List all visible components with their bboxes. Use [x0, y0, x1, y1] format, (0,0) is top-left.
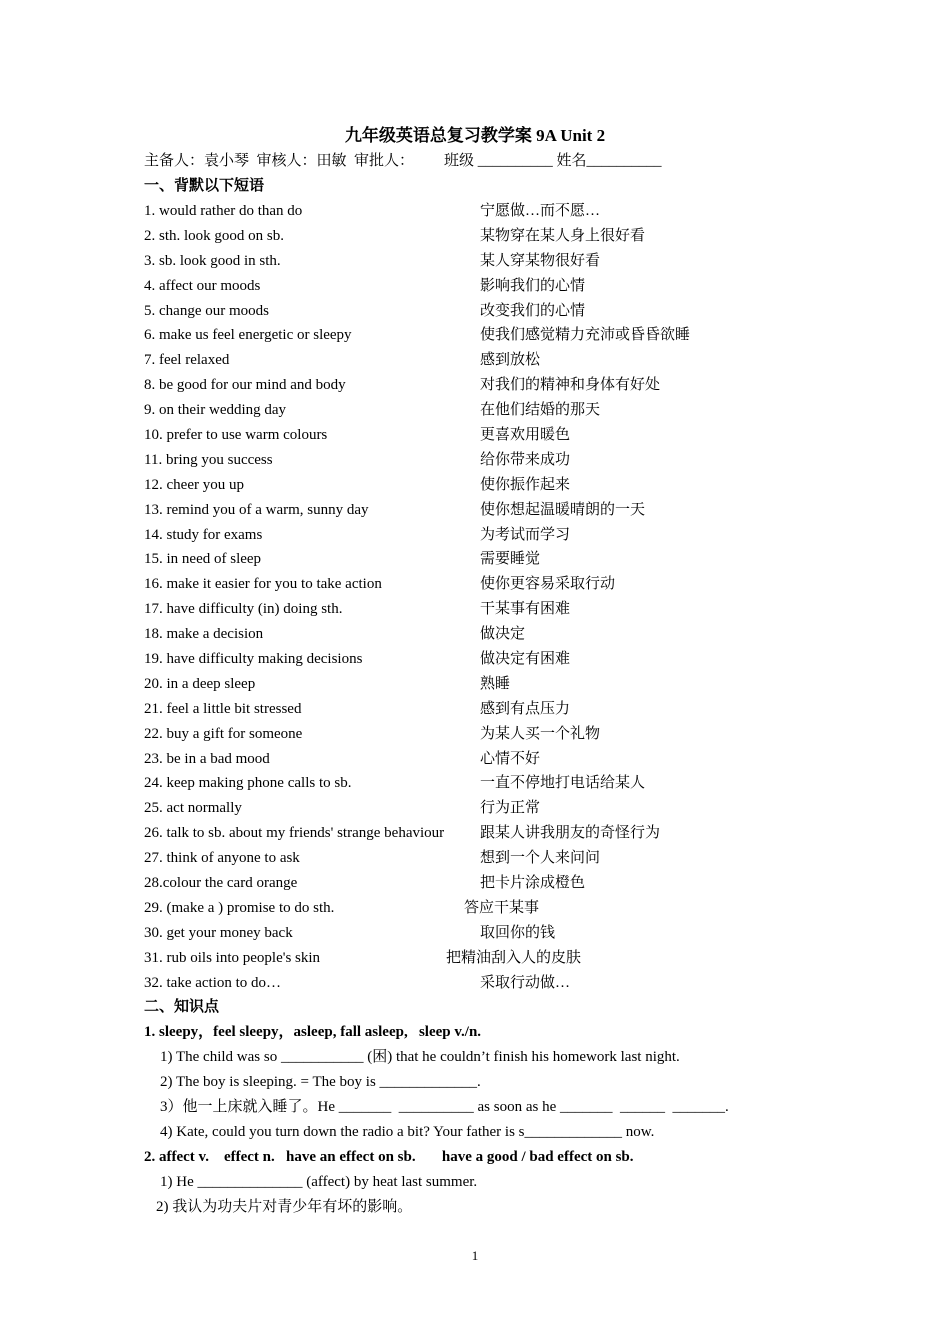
- knowledge-point-1-title: 1. sleepy，feel sleepy，asleep, fall asleep, sleep v./n.: [144, 1024, 482, 1040]
- page-number: 1: [471, 1248, 479, 1263]
- phrase-chinese: 使我们感觉精力充沛或昏昏欲睡: [480, 327, 691, 344]
- phrase-english: 6. make us feel energetic or sleepy: [144, 327, 352, 344]
- phrase-english: 29. (make a ) promise to do sth.: [144, 899, 335, 916]
- kp2-item: 1) He ______________ (affect) by heat last summer.: [160, 1174, 478, 1190]
- kp2-item: 2) 我认为功夫片对青少年有坏的影响。: [156, 1199, 413, 1215]
- phrase-chinese: 使你振作起来: [480, 476, 571, 493]
- phrase-english: 11. bring you success: [144, 451, 273, 468]
- phrase-english: 8. be good for our mind and body: [144, 377, 346, 394]
- phrase-english: 22. buy a gift for someone: [144, 725, 303, 742]
- phrase-chinese: 需要睡觉: [480, 551, 541, 568]
- phrase-row: [144, 548, 844, 573]
- phrase-english: 30. get your money back: [144, 924, 293, 941]
- phrase-chinese: 更喜欢用暖色: [480, 427, 571, 444]
- phrase-row: [144, 399, 844, 424]
- phrase-english: 19. have difficulty making decisions: [144, 651, 363, 668]
- phrase-chinese: 改变我们的心情: [480, 302, 586, 319]
- phrase-row: [144, 648, 844, 673]
- section-2-heading: 二、知识点: [144, 999, 220, 1015]
- phrase-row: [144, 374, 844, 399]
- phrase-english: 24. keep making phone calls to sb.: [144, 775, 352, 792]
- phrase-row: [144, 499, 844, 524]
- phrase-chinese: 某人穿某物很好看: [480, 252, 601, 269]
- phrase-english: 1. would rather do than do: [144, 203, 303, 219]
- phrase-row: [144, 872, 844, 897]
- phrase-chinese: 答应干某事: [464, 899, 540, 916]
- phrase-english: 2. sth. look good on sb.: [144, 227, 285, 244]
- phrase-chinese: 感到放松: [480, 352, 541, 369]
- phrase-chinese: 熟睡: [480, 675, 511, 692]
- phrase-english: 32. take action to do…: [144, 974, 282, 991]
- phrase-chinese: 给你带来成功: [480, 451, 571, 468]
- phrase-chinese: 使你想起温暖晴朗的一天: [480, 501, 646, 518]
- phrase-chinese: 行为正常: [480, 800, 541, 817]
- phrase-chinese: 宁愿做…而不愿…: [480, 203, 601, 219]
- phrase-chinese: 把卡片涂成橙色: [480, 875, 586, 892]
- page-title: 九年级英语总复习教学案 9A Unit 2: [344, 126, 606, 145]
- phrase-row: [144, 772, 844, 797]
- phrase-row: [144, 349, 844, 374]
- phrase-english: 20. in a deep sleep: [144, 675, 256, 692]
- phrase-english: 14. study for exams: [144, 526, 263, 543]
- phrase-english: 7. feel relaxed: [144, 352, 230, 369]
- phrase-english: 27. think of anyone to ask: [144, 850, 300, 867]
- phrase-english: 15. in need of sleep: [144, 551, 262, 568]
- phrase-row: [144, 598, 844, 623]
- phrase-row: [144, 524, 844, 549]
- phrase-english: 18. make a decision: [144, 626, 264, 643]
- phrase-chinese: 在他们结婚的那天: [480, 402, 601, 419]
- phrase-chinese: 干某事有困难: [480, 601, 571, 618]
- phrase-row: [144, 275, 844, 300]
- phrase-chinese: 使你更容易采取行动: [480, 576, 616, 593]
- phrase-chinese: 采取行动做…: [480, 974, 571, 991]
- phrase-english: 12. cheer you up: [144, 476, 244, 493]
- phrase-row: [144, 200, 844, 225]
- phrase-row: [144, 847, 844, 872]
- phrase-chinese: 对我们的精神和身体有好处: [480, 377, 661, 394]
- phrase-row: [144, 449, 844, 474]
- phrase-row: [144, 324, 844, 349]
- kp1-item: 4) Kate, could you turn down the radio a bit? Your father is s_____________ now.: [160, 1124, 655, 1140]
- phrase-row: [144, 797, 844, 822]
- phrase-row: [144, 300, 844, 325]
- phrase-english: 17. have difficulty (in) doing sth.: [144, 601, 343, 618]
- phrase-row: [144, 723, 844, 748]
- phrase-row: [144, 698, 844, 723]
- phrase-chinese: 做决定: [480, 626, 526, 643]
- phrase-row: [144, 225, 844, 250]
- phrase-english: 16. make it easier for you to take action: [144, 576, 382, 593]
- phrase-chinese: 把精油刮入人的皮肤: [446, 949, 582, 966]
- phrase-row: [144, 623, 844, 648]
- phrase-row: [144, 922, 844, 947]
- phrase-chinese: 跟某人讲我朋友的奇怪行为: [480, 825, 661, 842]
- phrase-chinese: 为某人买一个礼物: [480, 725, 601, 742]
- phrase-row: [144, 673, 844, 698]
- knowledge-point-2-title: 2. affect v. effect n. have an effect on sb. have a good / bad effect on sb.: [144, 1149, 634, 1165]
- phrase-english: 23. be in a bad mood: [144, 750, 270, 767]
- phrase-row: [144, 250, 844, 275]
- phrase-chinese: 为考试而学习: [480, 526, 571, 543]
- phrase-english: 25. act normally: [144, 800, 242, 817]
- phrase-english: 28.colour the card orange: [144, 875, 298, 892]
- phrase-chinese: 影响我们的心情: [480, 277, 586, 294]
- phrase-chinese: 感到有点压力: [480, 700, 571, 717]
- phrase-chinese: 一直不停地打电话给某人: [480, 775, 646, 792]
- phrase-english: 5. change our moods: [144, 302, 269, 319]
- phrase-english: 13. remind you of a warm, sunny day: [144, 501, 369, 518]
- phrase-english: 31. rub oils into people's skin: [144, 949, 321, 966]
- phrase-chinese: 做决定有困难: [480, 651, 571, 668]
- phrase-english: 3. sb. look good in sth.: [144, 252, 281, 269]
- phrase-english: 21. feel a little bit stressed: [144, 700, 302, 717]
- phrase-english: 4. affect our moods: [144, 277, 261, 294]
- phrase-row: [144, 474, 844, 499]
- phrase-row: [144, 947, 844, 972]
- phrase-english: 26. talk to sb. about my friends' strange behaviour: [144, 825, 445, 842]
- phrase-chinese: 心情不好: [480, 750, 541, 767]
- section-1-heading: 一、背默以下短语: [144, 178, 265, 194]
- phrase-row: [144, 972, 844, 997]
- phrase-english: 10. prefer to use warm colours: [144, 427, 328, 444]
- kp1-item: 3）他一上床就入睡了。He _______ __________ as soon as he _______ ______ _______.: [160, 1099, 729, 1115]
- phrase-row: [144, 424, 844, 449]
- kp1-item: 2) The boy is sleeping. = The boy is _____________.: [160, 1074, 481, 1090]
- phrase-english: 9. on their wedding day: [144, 402, 287, 419]
- kp1-item: 1) The child was so ___________ (困) that he couldn’t finish his homework last night.: [160, 1049, 680, 1065]
- phrase-list: [144, 200, 844, 997]
- phrase-chinese: 某物穿在某人身上很好看: [480, 227, 646, 244]
- phrase-row: [144, 822, 844, 847]
- phrase-row: [144, 897, 844, 922]
- staff-info-line: 主备人：袁小琴 审核人：田敏 审批人： 班级 __________ 姓名__________: [144, 153, 662, 169]
- phrase-chinese: 取回你的钱: [480, 924, 556, 941]
- phrase-chinese: 想到一个人来问问: [480, 850, 601, 867]
- phrase-row: [144, 748, 844, 773]
- phrase-row: [144, 573, 844, 598]
